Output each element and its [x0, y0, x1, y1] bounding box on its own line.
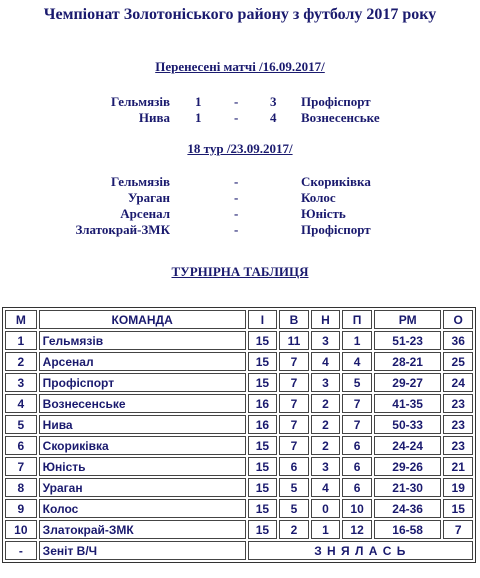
table-row [5, 478, 473, 497]
cell-position: 5 [5, 415, 37, 434]
away-team: Скориківка [301, 174, 371, 189]
round-match-2 [0, 190, 480, 206]
match-separator: - [234, 190, 239, 205]
col-header-position: М [5, 310, 37, 329]
standings-body [5, 331, 473, 560]
home-team: Златокрай-ЗМК [75, 222, 170, 237]
standings-heading: ТУРНІРНА ТАБЛИЦЯ [171, 264, 309, 279]
cell-team: Юність [39, 457, 246, 476]
col-header-points: О [443, 310, 473, 329]
cell-draws: 0 [311, 499, 341, 518]
cell-wins: 7 [279, 394, 309, 413]
cell-goals: 29-26 [374, 457, 442, 476]
round-match-4 [0, 222, 480, 238]
home-score: 1 [195, 94, 202, 109]
home-team: Ураган [127, 190, 170, 205]
cell-goals: 16-58 [374, 520, 442, 539]
cell-position: 2 [5, 352, 37, 371]
cell-played: 15 [248, 436, 278, 455]
cell-draws: 2 [311, 394, 341, 413]
cell-wins: 5 [279, 478, 309, 497]
cell-wins: 2 [279, 520, 309, 539]
col-header-losses: П [342, 310, 372, 329]
away-score: 4 [270, 110, 277, 125]
cell-losses: 12 [342, 520, 372, 539]
cell-draws: 2 [311, 415, 341, 434]
score-separator: - [234, 110, 239, 125]
cell-position: - [5, 541, 37, 560]
cell-position: 4 [5, 394, 37, 413]
col-header-played: І [248, 310, 278, 329]
table-header-row [5, 310, 473, 329]
cell-points: 36 [443, 331, 473, 350]
cell-points: 23 [443, 436, 473, 455]
cell-position: 10 [5, 520, 37, 539]
home-team: Нива [138, 110, 170, 125]
home-team: Арсенал [120, 206, 170, 221]
table-row [5, 499, 473, 518]
cell-losses: 10 [342, 499, 372, 518]
cell-team: Вознесенське [39, 394, 246, 413]
away-team: Профіспорт [301, 94, 371, 109]
col-header-goals: РМ [374, 310, 442, 329]
cell-played: 15 [248, 457, 278, 476]
cell-losses: 6 [342, 478, 372, 497]
table-row [5, 520, 473, 539]
cell-played: 15 [248, 520, 278, 539]
cell-team: Гельмязів [39, 331, 246, 350]
cell-draws: 3 [311, 457, 341, 476]
away-team: Юність [301, 206, 346, 221]
cell-points: 24 [443, 373, 473, 392]
cell-points: 19 [443, 478, 473, 497]
cell-wins: 7 [279, 373, 309, 392]
table-row [5, 436, 473, 455]
round-match-3 [0, 206, 480, 222]
cell-team: Златокрай-ЗМК [39, 520, 246, 539]
table-row [5, 373, 473, 392]
cell-played: 16 [248, 415, 278, 434]
cell-team: Нива [39, 415, 246, 434]
cell-goals: 29-27 [374, 373, 442, 392]
cell-team: Колос [39, 499, 246, 518]
col-header-team: КОМАНДА [39, 310, 246, 329]
cell-losses: 6 [342, 457, 372, 476]
cell-wins: 7 [279, 352, 309, 371]
col-header-draws: Н [311, 310, 341, 329]
cell-points: 15 [443, 499, 473, 518]
cell-position: 6 [5, 436, 37, 455]
col-header-wins: В [279, 310, 309, 329]
score-separator: - [234, 94, 239, 109]
home-team: Гельмязів [111, 94, 170, 109]
cell-goals: 24-24 [374, 436, 442, 455]
away-team: Колос [301, 190, 336, 205]
cell-wins: 6 [279, 457, 309, 476]
round-heading: 18 тур /23.09.2017/ [187, 141, 293, 156]
cell-played: 15 [248, 352, 278, 371]
cell-goals: 51-23 [374, 331, 442, 350]
standings-table [2, 307, 476, 563]
cell-goals: 24-36 [374, 499, 442, 518]
cell-goals: 50-33 [374, 415, 442, 434]
cell-losses: 7 [342, 394, 372, 413]
cell-team: Профіспорт [39, 373, 246, 392]
cell-played: 15 [248, 499, 278, 518]
table-row [5, 415, 473, 434]
cell-losses: 4 [342, 352, 372, 371]
cell-losses: 7 [342, 415, 372, 434]
page-title: Чемпіонат Золотоніського району з футболу 2017 року [43, 6, 437, 23]
table-row-withdrawn [5, 541, 473, 560]
cell-wins: 7 [279, 436, 309, 455]
match-separator: - [234, 206, 239, 221]
cell-position: 7 [5, 457, 37, 476]
home-team: Гельмязів [111, 174, 170, 189]
cell-draws: 3 [311, 373, 341, 392]
cell-team: Ураган [39, 478, 246, 497]
cell-points: 25 [443, 352, 473, 371]
cell-draws: 4 [311, 478, 341, 497]
cell-position: 8 [5, 478, 37, 497]
cell-points: 7 [443, 520, 473, 539]
table-row [5, 457, 473, 476]
cell-goals: 41-35 [374, 394, 442, 413]
table-row [5, 331, 473, 350]
away-score: 3 [270, 94, 277, 109]
cell-position: 1 [5, 331, 37, 350]
cell-losses: 5 [342, 373, 372, 392]
cell-draws: 4 [311, 352, 341, 371]
round-match-1 [0, 174, 480, 190]
cell-wins: 7 [279, 415, 309, 434]
cell-goals: 21-30 [374, 478, 442, 497]
table-row [5, 394, 473, 413]
cell-draws: 3 [311, 331, 341, 350]
postponed-match-1 [0, 94, 480, 110]
cell-position: 3 [5, 373, 37, 392]
cell-played: 16 [248, 394, 278, 413]
cell-points: 23 [443, 394, 473, 413]
home-score: 1 [195, 110, 202, 125]
postponed-heading: Перенесені матчі /16.09.2017/ [155, 59, 325, 74]
match-separator: - [234, 174, 239, 189]
cell-draws: 1 [311, 520, 341, 539]
away-team: Профіспорт [301, 222, 371, 237]
cell-points: 23 [443, 415, 473, 434]
withdrawn-note: З Н Я Л А С Ь [248, 541, 473, 560]
cell-team: Зеніт В/Ч [39, 541, 246, 560]
match-separator: - [234, 222, 239, 237]
cell-wins: 11 [279, 331, 309, 350]
cell-draws: 2 [311, 436, 341, 455]
cell-position: 9 [5, 499, 37, 518]
cell-played: 15 [248, 478, 278, 497]
cell-played: 15 [248, 373, 278, 392]
cell-losses: 6 [342, 436, 372, 455]
cell-wins: 5 [279, 499, 309, 518]
table-row [5, 352, 473, 371]
cell-losses: 1 [342, 331, 372, 350]
away-team: Вознесенське [301, 110, 380, 125]
cell-played: 15 [248, 331, 278, 350]
cell-team: Арсенал [39, 352, 246, 371]
cell-team: Скориківка [39, 436, 246, 455]
cell-points: 21 [443, 457, 473, 476]
postponed-match-2 [0, 110, 480, 126]
cell-goals: 28-21 [374, 352, 442, 371]
